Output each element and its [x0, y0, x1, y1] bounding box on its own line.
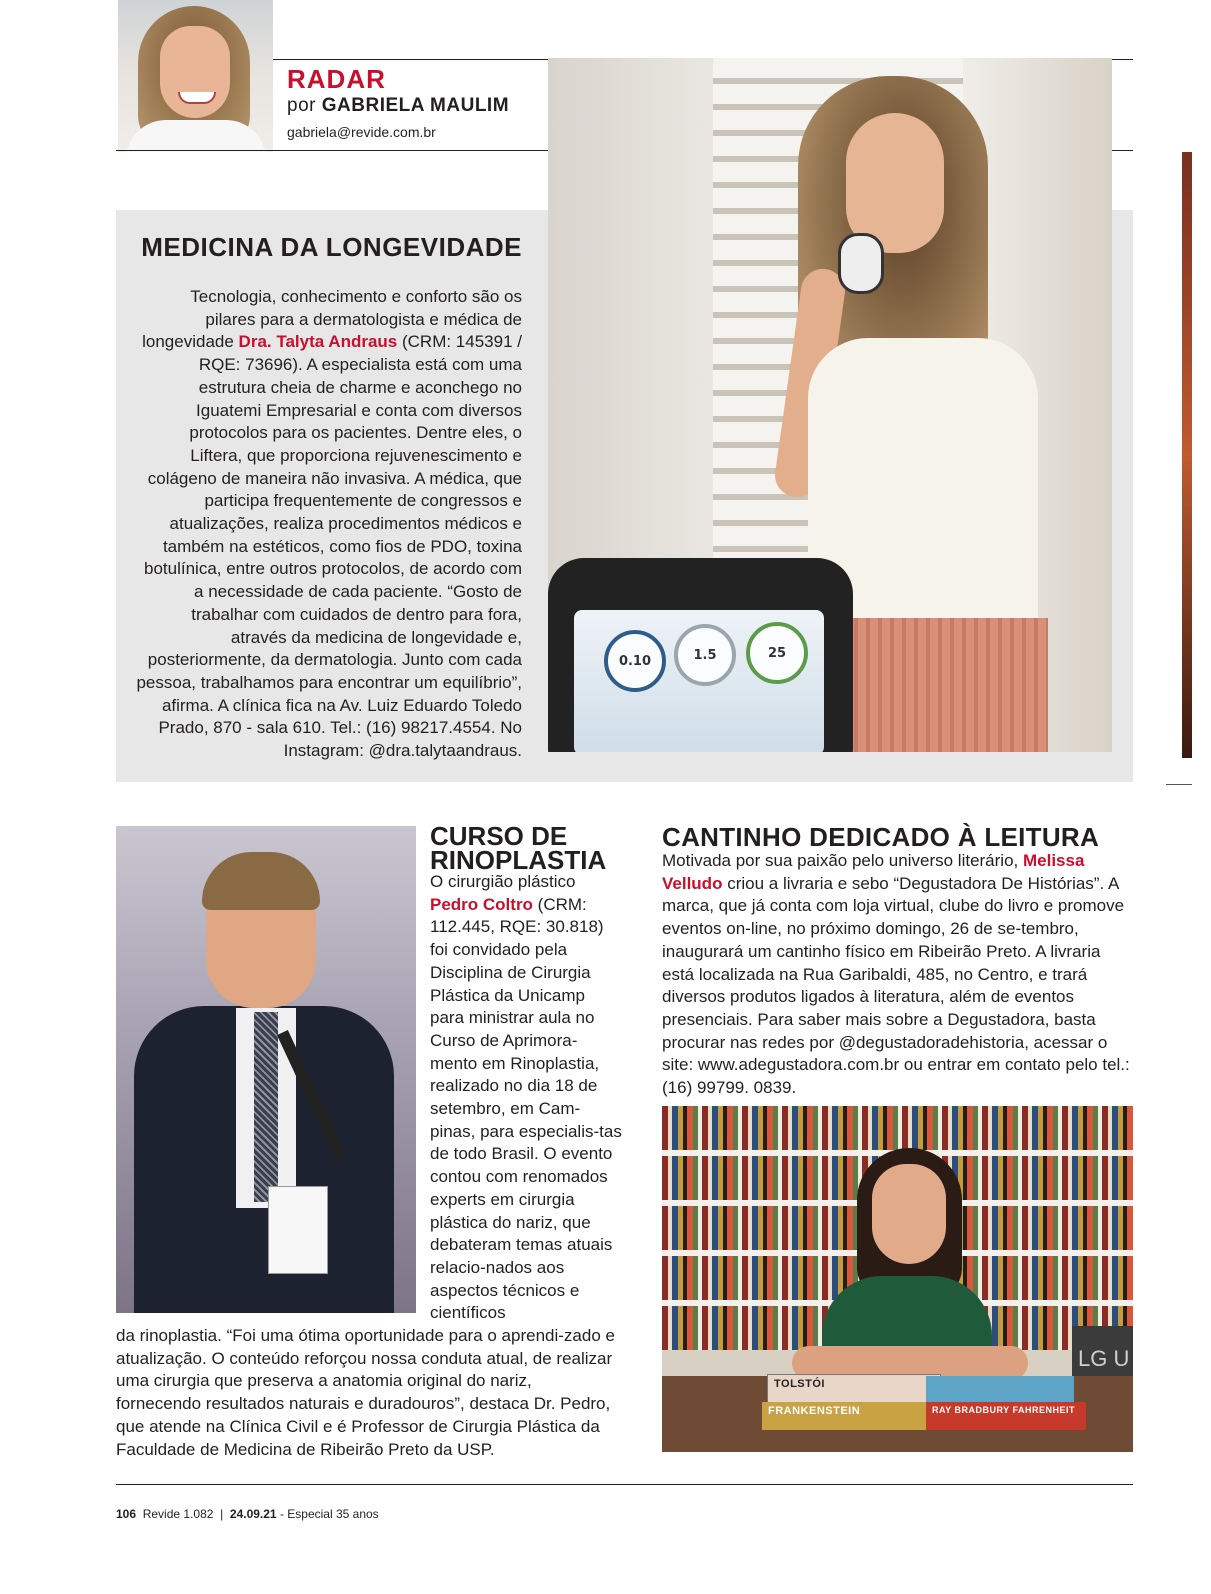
body-medicina — [136, 286, 522, 763]
issue-date: 24.09.21 — [229, 1507, 277, 1521]
dial-length: 25 — [746, 622, 808, 684]
dial-power: 0.10 — [604, 630, 666, 692]
person-name-melissa: Melissa Velludo — [662, 851, 1085, 893]
headline-medicina-text: MEDICINA DA LONGEVIDADE — [141, 232, 522, 262]
bookshelf-row — [662, 1106, 1133, 1150]
book-stack-blue — [926, 1376, 1074, 1402]
body-curso-intro: O cirurgião plástico — [430, 872, 576, 891]
edition-label: - Especial 35 anos — [279, 1507, 379, 1521]
author-face — [160, 26, 230, 118]
subject-face — [872, 1164, 946, 1264]
adjacent-page-photo-edge — [1182, 152, 1192, 758]
tv-logo: LG U — [1072, 1326, 1133, 1406]
subject-tie — [254, 1012, 278, 1202]
handheld-device — [838, 233, 884, 294]
section-label: RADAR — [287, 64, 386, 94]
author-smile — [178, 92, 216, 104]
conference-badge — [268, 1186, 328, 1274]
page-footer — [116, 1507, 379, 1521]
subject-face — [846, 113, 944, 253]
headline-medicina — [141, 234, 522, 260]
book-fahrenheit: RAY BRADBURY FAHRENHEIT — [926, 1402, 1086, 1430]
author-email[interactable]: gabriela@revide.com.br — [287, 124, 436, 140]
body-curso-rest: (CRM: 112.445, RQE: 30.818) foi convidado pela Disciplina de Cirurgia Plástica da Unicamp para ministrar aula no Curso de Aprimora-mento em Rinoplastia, realizado no dia 18 de setembro, em Cam-pinas, para especialis-tas de todo Brasil. O evento contou com renomados experts em cirurgia plástica do nariz, que debateram temas atuais relacio-nados aos aspectos técnicos e científicos — [430, 894, 622, 1323]
photo-melissa-velludo — [662, 1106, 1133, 1452]
byline-author: GABRIELA MAULIM — [321, 95, 510, 116]
headline-curso-text: CURSO DE RINOPLASTIA — [430, 821, 607, 875]
author-photo — [118, 0, 273, 152]
person-name-talyta: Dra. Talyta Andraus — [238, 332, 398, 352]
page-number: 106 — [116, 1507, 137, 1521]
body-medicina-intro: Tecnologia, conhecimento e conforto são os pilares para a dermatologista e médica de longevidade — [142, 287, 522, 352]
body-cantinho — [662, 850, 1134, 1100]
body-cantinho-intro: Motivada por sua paixão pelo universo literário, — [662, 851, 1023, 870]
liftera-machine — [548, 558, 853, 752]
machine-screen — [574, 610, 824, 752]
photo-dra-talyta — [548, 58, 1112, 752]
photo-pedro-coltro — [116, 826, 416, 1313]
magazine-issue: Revide 1.082 — [142, 1507, 214, 1521]
book-frankenstein: FRANKENSTEIN — [762, 1402, 939, 1430]
dial-spacing: 1.5 — [674, 624, 736, 686]
person-name-pedro: Pedro Coltro — [430, 894, 533, 914]
body-curso-wide: da rinoplastia. “Foi uma ótima oportunidade para o aprendi-zado e atualização. O conteúdo reforçou nossa conduta atual, de realizar uma cirurgia que preserva a anatomia original do nariz, fornecendo resultados naturais e duradouros”, destaca Dr. Pedro, que atende na Clínica Civil e é Professor de Cirurgia Plástica da Faculdade de Medicina de Ribeirão Preto da USP. — [116, 1326, 615, 1459]
body-cantinho-rest: criou a livraria e sebo “Degustadora De Histórias”. A marca, que já conta com loja virtual, clube do livro e promove eventos on-line, no próximo domingo, 26 de se-tembro, inaugurará um cantinho físico em Ribeirão Preto. A livraria está localizada na Rua Garibaldi, 485, no Centro, e trará diversos produtos ligados à literatura, além de eventos presenciais. Para saber mais sobre a Degustadora, basta procurar nas redes por @degustadoradehistoria, acessar o site: www.adegustadora.com.br ou entrar em contato pelo tel.: (16) 99799. 0839. — [662, 873, 1130, 1098]
footer-rule — [116, 1484, 1133, 1485]
headline-curso — [430, 821, 620, 875]
body-curso-column — [430, 871, 622, 1325]
body-medicina-rest: (CRM: 145391 / RQE: 73696). A especialista está com uma estrutura cheia de charme e aconchego no Iguatemi Empresarial e conta com diversos protocolos para os pacientes. Dentre eles, o Liftera, que proporciona rejuvenescimento e colágeno de maneira não invasiva. A médica, que participa frequentemente de congressos e atualizações, realiza procedimentos médicos e também na estéticos, como fios de PDO, toxina botulínica, entre outros protocolos, de acordo com a necessidade de cada paciente. “Gosto de trabalhar com cuidados de dentro para fora, através da medicina de longevidade e, posteriormente, da dermatologia. Junto com cada pessoa, trabalhamos para encontrar um equilíbrio”, afirma. A clínica fica na Av. Luiz Eduardo Toledo Prado, 870 - sala 610. Tel.: (16) 98217.4554. No Instagram: @dra.talytaandraus. — [136, 332, 522, 761]
byline-prefix: por — [287, 95, 316, 116]
edge-rule — [1166, 784, 1192, 785]
footer-separator: | — [220, 1507, 224, 1521]
byline — [287, 95, 509, 117]
subject-hair — [202, 852, 320, 910]
author-coat — [126, 120, 266, 152]
headline-cantinho: CANTINHO DEDICADO À LEITURA — [662, 822, 1100, 852]
book-tolstoi: TOLSTÓI — [767, 1374, 941, 1410]
